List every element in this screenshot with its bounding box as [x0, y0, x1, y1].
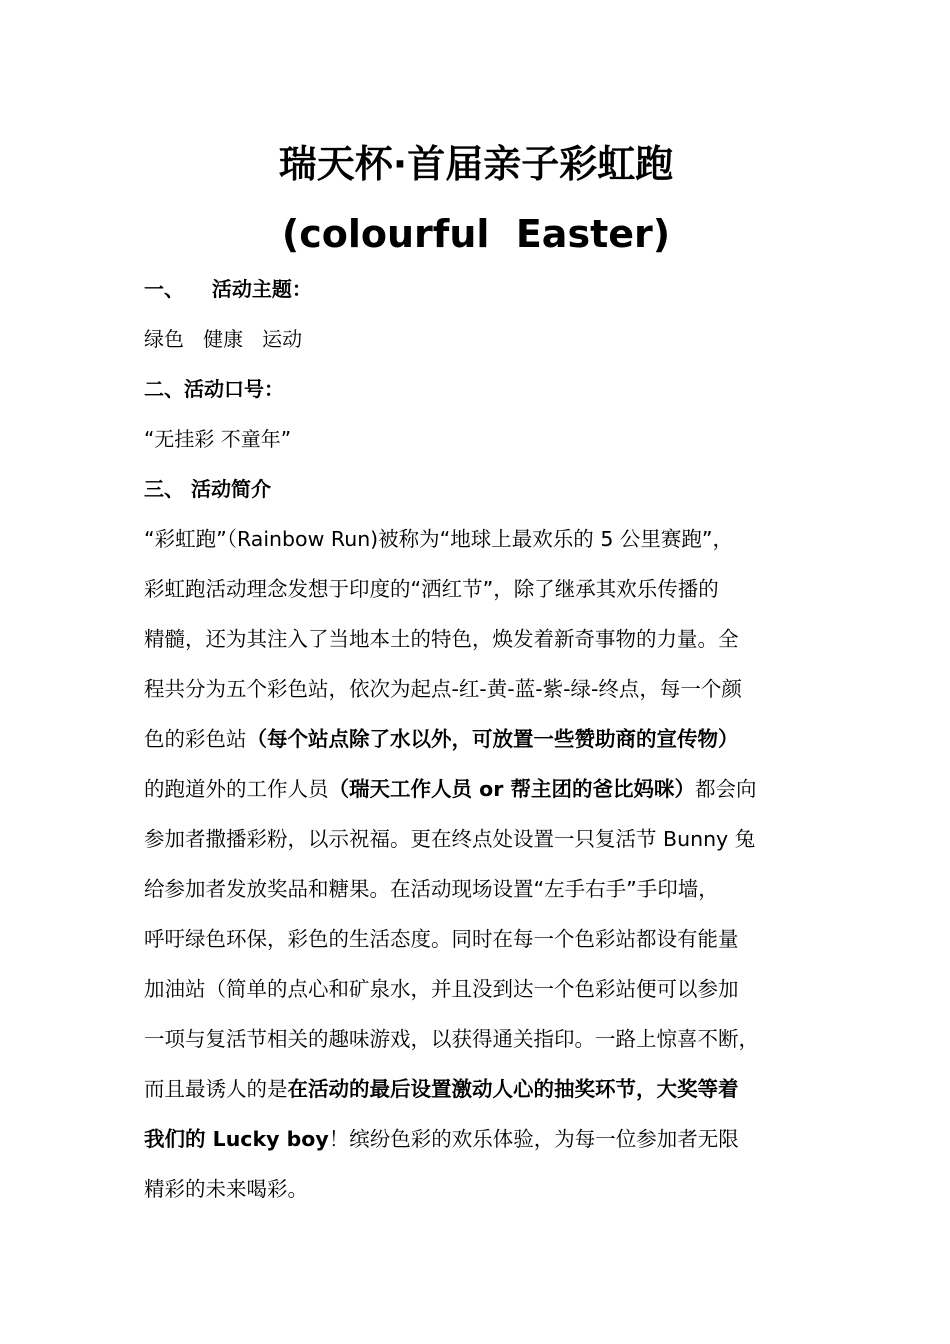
intro-line: 精彩的未来喝彩。 — [144, 1177, 308, 1201]
intro-bold-text: 在活动的最后设置激动人心的抽奖环节，大奖等着 — [287, 1077, 739, 1101]
theme-text: 绿色 健康 运动 — [144, 327, 303, 351]
intro-line: 程共分为五个彩色站，依次为起点-红-黄-蓝-紫-绿-终点，每一个颜 — [144, 677, 742, 701]
intro-line: 呼吁绿色环保，彩色的生活态度。同时在每一个色彩站都设有能量 — [144, 927, 739, 951]
intro-text: 色的彩色站 — [144, 727, 247, 751]
slogan-text: “无挂彩 不童年” — [144, 427, 292, 451]
intro-line: 给参加者发放奖品和糖果。在活动现场设置“左手右手”手印墙， — [144, 877, 719, 901]
intro-line — [144, 774, 808, 804]
intro-line — [144, 724, 808, 754]
intro-line: 参加者撒播彩粉，以示祝福。更在终点处设置一只复活节 Bunny 兔 — [144, 827, 756, 851]
intro-line — [144, 1124, 808, 1154]
intro-text: 都会向 — [694, 777, 757, 801]
document-subtitle: (colourful Easter) — [281, 212, 671, 256]
intro-line: 彩虹跑活动理念发想于印度的“洒红节”，除了继承其欢乐传播的 — [144, 577, 719, 601]
intro-line: “彩虹跑”（Rainbow Run)被称为“地球上最欢乐的 5 公里赛跑”， — [144, 527, 733, 551]
document-title: 瑞天杯·首届亲子彩虹跑 — [278, 142, 674, 186]
intro-line: 一项与复活节相关的趣味游戏，以获得通关指印。一路上惊喜不断， — [144, 1027, 759, 1051]
section-heading-slogan: 二、活动口号： — [144, 377, 284, 401]
intro-line: 精髓，还为其注入了当地本土的特色，焕发着新奇事物的力量。全 — [144, 627, 739, 651]
document-page — [144, 130, 808, 1204]
intro-line — [144, 1074, 808, 1104]
intro-bold-text: （瑞天工作人员 or 帮主团的爸比妈咪） — [328, 777, 695, 801]
intro-text: 的跑道外的工作人员 — [144, 777, 329, 801]
section-heading-intro: 三、 活动简介 — [144, 477, 271, 501]
intro-text: 而且最诱人的是 — [144, 1077, 288, 1101]
intro-line: 加油站（简单的点心和矿泉水，并且没到达一个色彩站便可以参加 — [144, 977, 739, 1001]
intro-text: ！缤纷色彩的欢乐体验，为每一位参加者无限 — [328, 1127, 739, 1151]
section-heading-theme: 一、 活动主题： — [144, 277, 312, 301]
intro-paragraph — [144, 524, 808, 1204]
intro-bold-text: （每个站点除了水以外，可放置一些赞助商的宣传物） — [246, 727, 739, 751]
intro-bold-text: 我们的 Lucky boy — [144, 1127, 329, 1151]
